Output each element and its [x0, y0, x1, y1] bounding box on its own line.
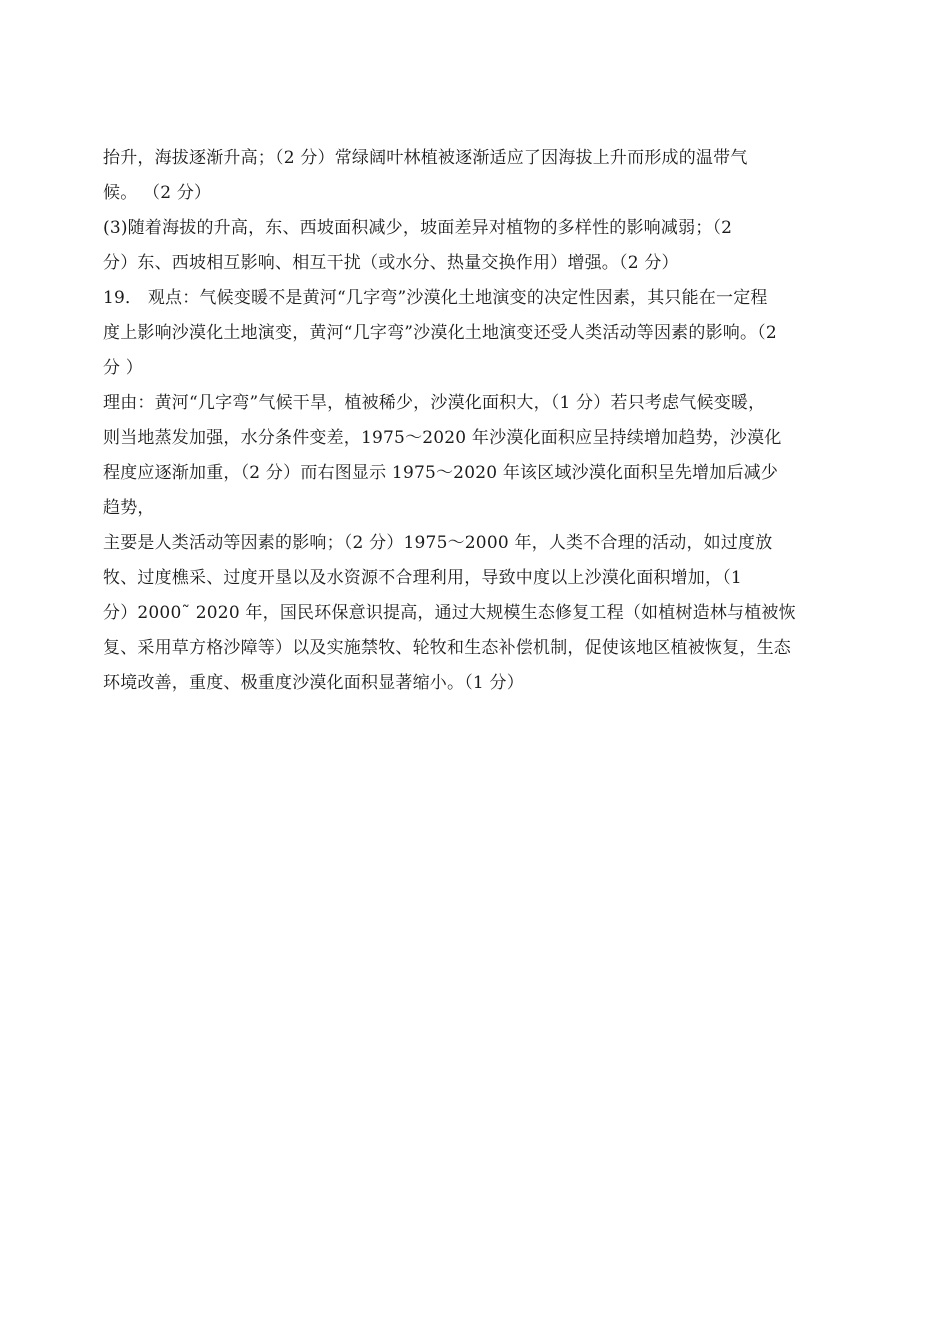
text-line: 牧、过度樵采、过度开垦以及水资源不合理利用，导致中度以上沙漠化面积增加，（1: [103, 568, 742, 588]
answer-text-block: [103, 141, 873, 701]
text-line: 分）2000˜ 2020 年，国民环保意识提高，通过大规模生态修复工程（如植树造林与植被恢: [103, 603, 796, 623]
text-line: 抬升，海拔逐渐升高；（2 分）常绿阔叶林植被逐渐适应了因海拔上升而形成的温带气: [103, 148, 748, 168]
text-line: 理由：黄河“几字弯”气候干旱，植被稀少，沙漠化面积大，（1 分）若只考虑气候变暖，: [103, 393, 766, 413]
text-line: 候。 （2 分）: [103, 183, 212, 203]
text-line: 度上影响沙漠化土地演变，黄河“几字弯”沙漠化土地演变还受人类活动等因素的影响。（2: [103, 323, 777, 343]
text-line: 则当地蒸发加强，水分条件变差，1975～2020 年沙漠化面积应呈持续增加趋势，沙漠化: [103, 428, 782, 448]
text-line: 趋势，: [103, 498, 155, 518]
text-line: 复、采用草方格沙障等）以及实施禁牧、轮牧和生态补偿机制，促使该地区植被恢复，生态: [103, 638, 791, 658]
text-line: (3)随着海拔的升高，东、西坡面积减少，坡面差异对植物的多样性的影响减弱；（2: [103, 218, 733, 238]
text-line: 程度应逐渐加重，（2 分）而右图显示 1975～2020 年该区域沙漠化面积呈先增加后减少: [103, 463, 779, 483]
text-line: 环境改善，重度、极重度沙漠化面积显著缩小。（1 分）: [103, 673, 524, 693]
text-line: 主要是人类活动等因素的影响；（2 分）1975～2000 年，人类不合理的活动，如过度放: [103, 533, 773, 553]
text-line: 分 ）: [103, 358, 144, 378]
text-line: 19． 观点：气候变暖不是黄河“几字弯”沙漠化土地演变的决定性因素，其只能在一定程: [103, 288, 768, 308]
text-line: 分）东、西坡相互影响、相互干扰（或水分、热量交换作用）增强。（2 分）: [103, 253, 679, 273]
